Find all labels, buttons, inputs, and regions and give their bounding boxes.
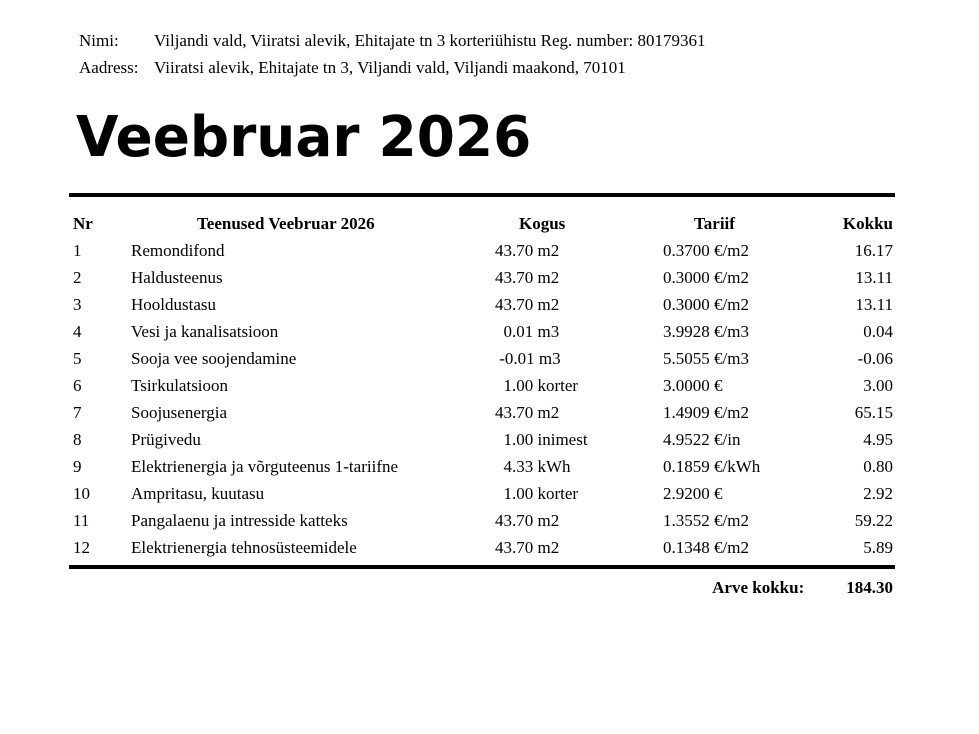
cell-service: Soojusenergia <box>131 403 228 422</box>
cell-nr: 7 <box>73 403 82 422</box>
cell-total: 5.89 <box>863 538 893 557</box>
table-row <box>69 507 895 534</box>
cell-service: Vesi ja kanalisatsioon <box>131 322 279 341</box>
name-row <box>79 27 705 54</box>
cell-nr: 2 <box>73 268 82 287</box>
cell-service: Elektrienergia tehnosüsteemidele <box>131 538 357 557</box>
cell-service: Pangalaenu ja intresside katteks <box>131 511 348 530</box>
total-value: 184.30 <box>846 578 893 597</box>
table-row <box>69 318 895 345</box>
address-label: Aadress: <box>79 58 139 77</box>
cell-nr: 4 <box>73 322 82 341</box>
table-row <box>69 480 895 507</box>
cell-nr: 8 <box>73 430 82 449</box>
column-header-quantity: Kogus <box>519 214 566 233</box>
cell-quantity: 1.00 korter <box>495 484 579 503</box>
invoice-table <box>69 210 895 561</box>
cell-tariff: 1.3552 €/m2 <box>663 511 749 530</box>
cell-service: Ampritasu, kuutasu <box>131 484 265 503</box>
cell-quantity: 43.70 m2 <box>495 511 560 530</box>
cell-quantity: 4.33 kWh <box>495 457 571 476</box>
cell-tariff: 0.3000 €/m2 <box>663 268 749 287</box>
cell-total: 2.92 <box>863 484 893 503</box>
cell-total: 0.04 <box>863 322 893 341</box>
address-row <box>79 54 705 81</box>
cell-total: 3.00 <box>863 376 893 395</box>
name-label: Nimi: <box>79 31 119 50</box>
cell-tariff: 0.3700 €/m2 <box>663 241 749 260</box>
cell-tariff: 5.5055 €/m3 <box>663 349 749 368</box>
address-value: Viiratsi alevik, Ehitajate tn 3, Viljandi vald, Viljandi maakond, 70101 <box>154 58 626 77</box>
cell-nr: 3 <box>73 295 82 314</box>
column-header-total: Kokku <box>842 214 893 233</box>
cell-service: Elektrienergia ja võrguteenus 1-tariifne <box>131 457 399 476</box>
table-header-row <box>69 210 895 237</box>
cell-nr: 11 <box>73 511 90 530</box>
page-title: Veebruar 2026 <box>76 105 532 170</box>
cell-tariff: 3.0000 € <box>663 376 723 395</box>
cell-total: 59.22 <box>854 511 893 530</box>
table-bottom-rule <box>69 565 895 569</box>
name-value: Viljandi vald, Viiratsi alevik, Ehitajate tn 3 korteriühistu Reg. number: 80179361 <box>154 31 706 50</box>
cell-total: 16.17 <box>854 241 893 260</box>
cell-quantity: 1.00 inimest <box>495 430 588 449</box>
cell-quantity: 1.00 korter <box>495 376 579 395</box>
cell-total: 65.15 <box>854 403 893 422</box>
table-row <box>69 453 895 480</box>
cell-total: 13.11 <box>855 268 893 287</box>
cell-service: Prügivedu <box>131 430 201 449</box>
cell-service: Hooldustasu <box>131 295 216 314</box>
cell-tariff: 1.4909 €/m2 <box>663 403 749 422</box>
table-row <box>69 237 895 264</box>
cell-service: Sooja vee soojendamine <box>131 349 297 368</box>
table-row <box>69 372 895 399</box>
cell-tariff: 0.1859 €/kWh <box>663 457 761 476</box>
cell-nr: 1 <box>73 241 82 260</box>
cell-quantity: -0.01 m3 <box>495 349 561 368</box>
table-row <box>69 426 895 453</box>
cell-tariff: 0.3000 €/m2 <box>663 295 749 314</box>
cell-quantity: 43.70 m2 <box>495 295 560 314</box>
cell-quantity: 43.70 m2 <box>495 403 560 422</box>
cell-quantity: 43.70 m2 <box>495 268 560 287</box>
table-row <box>69 291 895 318</box>
column-header-tariff: Tariif <box>694 214 735 233</box>
cell-total: 13.11 <box>855 295 893 314</box>
table-top-rule <box>69 193 895 197</box>
cell-nr: 5 <box>73 349 82 368</box>
total-label: Arve kokku: <box>712 578 805 597</box>
cell-tariff: 4.9522 €/in <box>663 430 741 449</box>
cell-nr: 9 <box>73 457 82 476</box>
table-row <box>69 399 895 426</box>
cell-quantity: 43.70 m2 <box>495 241 560 260</box>
cell-nr: 10 <box>73 484 90 503</box>
cell-nr: 12 <box>73 538 90 557</box>
column-header-service: Teenused Veebruar 2026 <box>197 214 375 233</box>
cell-service: Remondifond <box>131 241 225 260</box>
cell-service: Haldusteenus <box>131 268 223 287</box>
owner-info <box>79 27 705 81</box>
cell-quantity: 43.70 m2 <box>495 538 560 557</box>
cell-total: 4.95 <box>863 430 893 449</box>
cell-nr: 6 <box>73 376 82 395</box>
invoice-total <box>600 574 893 601</box>
table-row <box>69 264 895 291</box>
cell-total: 0.80 <box>863 457 893 476</box>
cell-tariff: 0.1348 €/m2 <box>663 538 749 557</box>
cell-service: Tsirkulatsioon <box>131 376 229 395</box>
column-header-nr: Nr <box>73 214 93 233</box>
table-row <box>69 345 895 372</box>
cell-tariff: 2.9200 € <box>663 484 723 503</box>
cell-total: -0.06 <box>857 349 893 368</box>
table-row <box>69 534 895 561</box>
cell-quantity: 0.01 m3 <box>495 322 560 341</box>
cell-tariff: 3.9928 €/m3 <box>663 322 749 341</box>
